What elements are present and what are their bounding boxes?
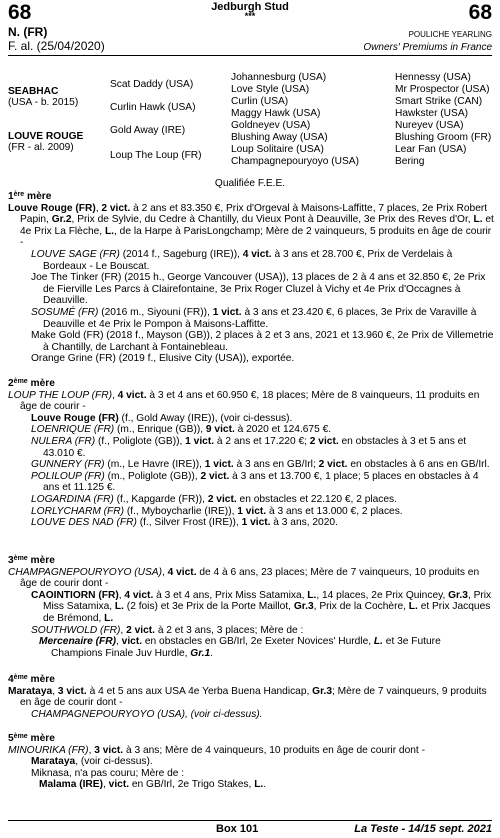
pedigree-gen4: Hawkster (USA) [395,108,469,119]
produce-record: GUNNERY (FR) (m., Le Havre (IRE)), 1 vict. à 3 ans en GB/Irl; 2 vict. en obstacles à 6 ans en GB/Irl. [31,459,490,471]
produce-record: POLILOUP (FR) (m., Poliglote (GB)), 2 vict. à 3 ans et 13.700 €, 1 place; 5 places en obstacles à 4 ans et 11.125 €. [31,470,479,494]
produce-record: Louve Rouge (FR) (f., Gold Away (IRE)), (voir ci-dessus). [31,412,293,424]
produce-record: Orange Grine (FR) (2019 f., Elusive City (USA)), exportée. [31,353,295,365]
produce-record: Mercenaire (FR), vict. en obstacles en GB/Irl, 2e Exeter Novices' Hurdle, L. et 3e Future Champions Finale Juv Hurdle, Gr.1. [39,636,441,659]
produce-record: Miknasa, n'a pas couru; Mère de : [31,767,185,779]
lot-number-right: 68 [468,1,492,24]
first-dam-section [8,191,494,365]
horse-type: POULICHE YEARLING [408,30,492,39]
second-dam-section [8,378,494,529]
produce-record: LORLYCHARM (FR) (f., Myboycharlie (IRE)), 1 vict. à 3 ans et 13.000 €, 2 places. [31,505,403,517]
lot-number-left: 68 [8,1,32,24]
pedigree-gen2: Scat Daddy (USA) [110,79,194,90]
pedigree-gen2: Loup The Loup (FR) [110,150,202,161]
dam-record: LOUP THE LOUP (FR), 4 vict. à 3 et 4 ans et 60.950 €, 18 places; Mère de 8 vainqueurs, 11 produits en âge de courir - [8,389,480,413]
pedigree-gen3: Johannesburg (USA) [231,72,327,83]
produce-record: LOGARDINA (FR) (f., Kapgarde (FR)), 2 vict. en obstacles et 22.120 €, 2 places. [31,493,397,505]
fourth-dam-section [8,674,494,720]
pedigree-dam-info: (FR - al. 2009) [8,142,74,153]
pedigree-gen3: Maggy Hawk (USA) [231,108,321,119]
pedigree-gen4: Hennessy (USA) [395,72,471,83]
pedigree-gen3: Goldneyev (USA) [231,120,311,131]
section-title: 4ème mère [8,674,55,685]
header-divider [8,55,492,56]
produce-record: NULERA (FR) (f., Poliglote (GB)), 1 vict. à 2 ans et 17.220 €; 2 vict. en obstacles à 3 et 5 ans et 43.010 €. [31,435,467,459]
produce-record: LOUVE DES NAD (FR) (f., Silver Frost (IRE)), 1 vict. à 3 ans, 2020. [31,517,338,529]
qualification: Qualifiée F.E.E. [214,178,286,189]
dam-record: Louve Rouge (FR), 2 vict. à 2 ans et 83.350 €, Prix d'Orgeval à Maisons-Laffitte, 7 places, 2e Prix Robert Papin, Gr.2, Prix de Sylvie, du Cedre à Chantilly, du Vieux Pont à Deauville, 3e Prix des Reves d'Or, L. et 4e Prix La Flèche, L., de la Harpe à ParisLongchamp; Mère de 2 vainqueurs, 5 produits en âge de courir - [8,202,494,249]
produce-record: LOENRIQUE (FR) (m., Enrique (GB)), 9 vict. à 2020 et 124.675 €. [31,424,332,436]
pedigree-gen3: Loup Solitaire (USA) [231,144,324,155]
pedigree-gen4: Nureyev (USA) [395,120,464,131]
pedigree-gen4: Lear Fan (USA) [395,144,467,155]
produce-record: Marataya, (voir ci-dessus). [31,756,153,768]
horse-name: N. (FR) [8,25,48,39]
sale-info: La Teste - 14/15 sept. 2021 [354,823,492,835]
produce-record: Malama (IRE), vict. en GB/Irl, 2e Trigo Stakes, L.. [39,779,267,791]
third-dam-section [8,555,494,659]
pedigree-gen2: Curlin Hawk (USA) [110,102,196,113]
pedigree-gen4: Bering [395,156,425,167]
dam-record: MINOURIKA (FR), 3 vict. à 3 ans; Mère de 4 vainqueurs, 10 produits en âge de courir dont - [8,744,425,756]
fifth-dam-section [8,733,494,791]
pedigree-gen4: Mr Prospector (USA) [395,84,490,95]
dam-record: CHAMPAGNEPOURYOYO (USA), 4 vict. de 4 à 6 ans, 23 places; Mère de 7 vainqueurs, 10 produits en âge de courir dont - [8,566,480,590]
produce-record: CHAMPAGNEPOURYOYO (USA), (voir ci-dessus). [31,708,263,720]
section-title: 5ème mère [8,733,55,744]
section-title: 2ème mère [8,378,55,389]
section-title: 1ère mère [8,191,52,202]
pedigree-gen3: Curlin (USA) [231,96,289,107]
produce-record: Make Gold (FR) (2018 f., Mayson (GB)), 2 places à 2 et 3 ans, 2021 et 13.960 €, 2e Prix de Villemetrie à Chantilly, de Larchant à Fontainebleau. [31,330,494,353]
pedigree-gen4: Blushing Groom (FR) [395,132,492,143]
produce-record: CAOINTIORN (FR), 4 vict. à 3 et 4 ans, Prix Miss Satamixa, L., 14 places, 2e Prix Quincey, Gr.3, Prix Miss Satamixa, L. (2 fois) et 3e Prix de la Porte Maillot, Gr.3, Prix de la Cochère, L. et Prix Jacques de Brémond, L. [31,589,492,624]
premiums-note: Owners' Premiums in France [363,42,492,53]
pedigree-sire: SEABHAC [8,86,59,97]
pedigree-gen2: Gold Away (IRE) [110,125,186,136]
pedigree-gen4: Smart Strike (CAN) [395,96,483,107]
pedigree-dam: LOUVE ROUGE [8,131,84,142]
pedigree-sire-info: (USA - b. 2015) [8,97,79,108]
footer-divider [8,820,492,821]
rating-stars: *** [244,11,256,21]
pedigree-gen3: Champagnepouryoyo (USA) [231,156,359,167]
section-title: 3ème mère [8,555,55,566]
box-number: Box 101 [216,823,259,835]
birth-info: F. al. (25/04/2020) [8,39,105,53]
produce-record: SOUTHWOLD (FR), 2 vict. à 2 et 3 ans, 3 places; Mère de : [31,624,304,636]
pedigree-gen3: Love Style (USA) [231,84,310,95]
produce-record: Joe The Tinker (FR) (2015 h., George Vancouver (USA)), 13 places de 2 à 4 ans et 32.850 €, 2e Prix de Fierville Les Parcs à Clairefontaine, 3e Prix Roger Cluzel à Vichy et 4e Prix d'Occagnes à Deauville. [31,272,486,307]
dam-record: Marataya, 3 vict. à 4 et 5 ans aux USA 4e Yerba Buena Handicap, Gr.3; Mère de 7 vainqueurs, 9 produits en âge de courir dont - [8,685,487,709]
produce-record: SOSUMÉ (FR) (2016 m., Siyouni (FR)), 1 vict. à 3 ans et 23.420 €, 6 places, 3e Prix de Varaville à Deauville et 4e Prix le Pompon à Maisons-Laffitte. [31,306,477,330]
pedigree-gen3: Blushing Away (USA) [231,132,328,143]
produce-record: LOUVE SAGE (FR) (2014 f., Sageburg (IRE)), 4 vict. à 3 ans et 28.700 €, Prix de Verdelais à Bordeaux - Le Bouscat. [31,248,453,272]
consignor-name: Jedburgh Stud [211,1,289,13]
